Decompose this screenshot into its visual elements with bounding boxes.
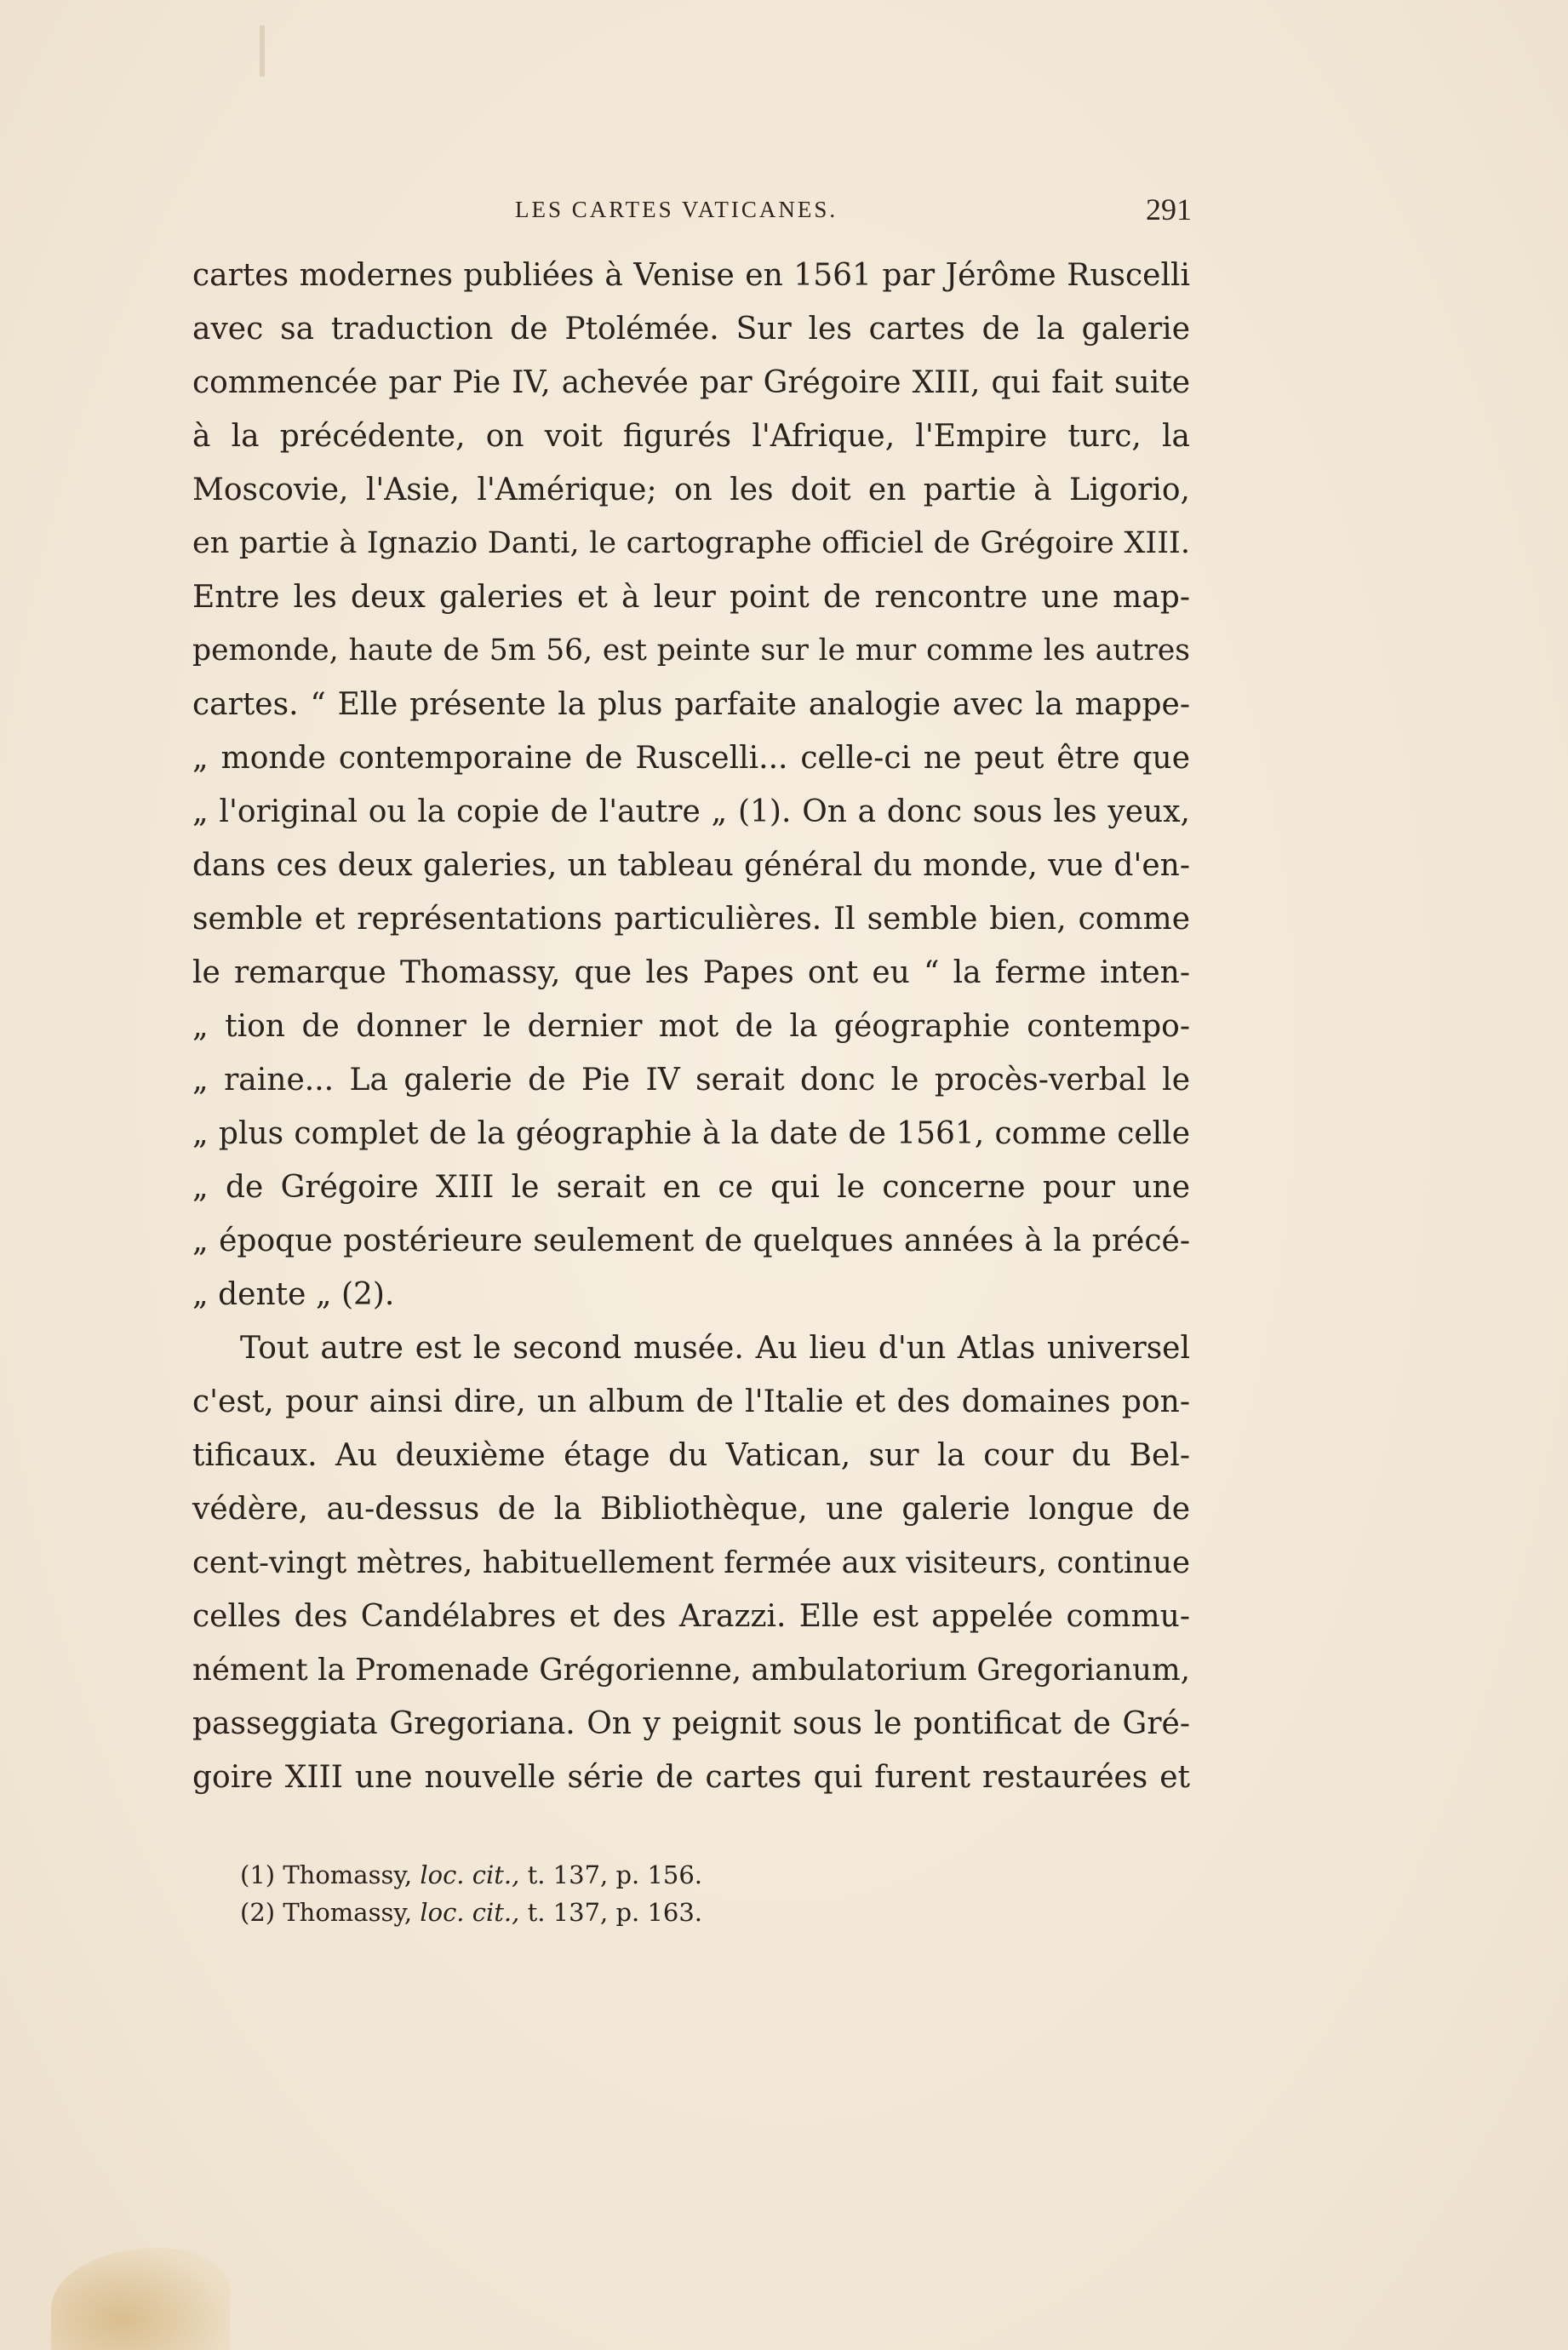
text-line: avec sa traduction de Ptolémée. Sur les cartes de la galerie: [192, 312, 1190, 347]
text-line: cartes. “ Elle présente la plus parfaite analogie avec la mappe-: [192, 687, 1190, 722]
text-line: „ raine... La galerie de Pie IV serait donc le procès-verbal le: [192, 1063, 1190, 1098]
text-line: dans ces deux galeries, un tableau général du monde, vue d'en-: [192, 848, 1190, 883]
text-line: c'est, pour ainsi dire, un album de l'Italie et des domaines pon-: [192, 1384, 1190, 1419]
text-line-paragraph-start: Tout autre est le second musée. Au lieu d'un Atlas universel: [240, 1331, 1190, 1366]
footnote-ref: loc. cit.,: [420, 1860, 520, 1889]
text-line: goire XIII une nouvelle série de cartes qui furent restaurées et: [192, 1760, 1190, 1795]
footnote-number: (1): [240, 1860, 276, 1889]
footnote-location: t. 137, p. 163.: [527, 1898, 703, 1927]
text-line: pemonde, haute de 5m 56, est peinte sur le mur comme les autres: [192, 633, 1190, 668]
footnote-author: Thomassy,: [283, 1860, 413, 1889]
text-line: le remarque Thomassy, que les Papes ont eu “ la ferme inten-: [192, 955, 1190, 990]
paper-speck: [260, 26, 265, 77]
text-line: „ l'original ou la copie de l'autre „ (1). On a donc sous les yeux,: [192, 794, 1190, 829]
text-line: tificaux. Au deuxième étage du Vatican, sur la cour du Bel-: [192, 1438, 1190, 1473]
footnote-2: [240, 1894, 1006, 1931]
text-line: cent-vingt mètres, habituellement fermée aux visiteurs, continue: [192, 1545, 1190, 1580]
text-line: en partie à Ignazio Danti, le cartographe officiel de Grégoire XIII.: [192, 526, 1190, 560]
text-line: „ plus complet de la géographie à la date de 1561, comme celle: [192, 1116, 1190, 1151]
text-line: „ monde contemporaine de Ruscelli... celle-ci ne peut être que: [192, 741, 1190, 776]
body-text: [192, 249, 1190, 1804]
footnote-1: [240, 1856, 1006, 1894]
text-line: cartes modernes publiées à Venise en 1561 par Jérôme Ruscelli: [192, 258, 1190, 293]
running-title: LES CARTES VATICANES.: [515, 197, 838, 222]
text-line: Moscovie, l'Asie, l'Amérique; on les doit en partie à Ligorio,: [192, 473, 1190, 507]
text-line: védère, au-dessus de la Bibliothèque, une galerie longue de: [192, 1492, 1190, 1527]
paper-stain: [51, 2248, 230, 2350]
text-line: passeggiata Gregoriana. On y peignit sous le pontificat de Gré-: [192, 1706, 1190, 1741]
footnote-ref: loc. cit.,: [420, 1898, 520, 1927]
text-line: „ époque postérieure seulement de quelques années à la précé-: [192, 1224, 1190, 1258]
footnote-number: (2): [240, 1898, 276, 1927]
text-line-paragraph-end: „ dente „ (2).: [192, 1277, 395, 1312]
text-line: „ de Grégoire XIII le serait en ce qui le concerne pour une: [192, 1170, 1190, 1205]
footnotes: [240, 1856, 1006, 1931]
footnote-author: Thomassy,: [283, 1898, 413, 1927]
text-line: celles des Candélabres et des Arazzi. Elle est appelée commu-: [192, 1599, 1190, 1634]
page-number: 291: [1146, 192, 1192, 226]
footnote-location: t. 137, p. 156.: [527, 1860, 703, 1889]
text-line: à la précédente, on voit figurés l'Afrique, l'Empire turc, la: [192, 419, 1190, 454]
text-line: Entre les deux galeries et à leur point de rencontre une map-: [192, 580, 1190, 615]
page-header: [192, 192, 1192, 226]
text-line: nément la Promenade Grégorienne, ambulatorium Gregorianum,: [192, 1653, 1190, 1688]
text-line: „ tion de donner le dernier mot de la géographie contempo-: [192, 1009, 1190, 1044]
text-line: commencée par Pie IV, achevée par Grégoire XIII, qui fait suite: [192, 365, 1190, 400]
text-line: semble et représentations particulières. Il semble bien, comme: [192, 902, 1190, 937]
